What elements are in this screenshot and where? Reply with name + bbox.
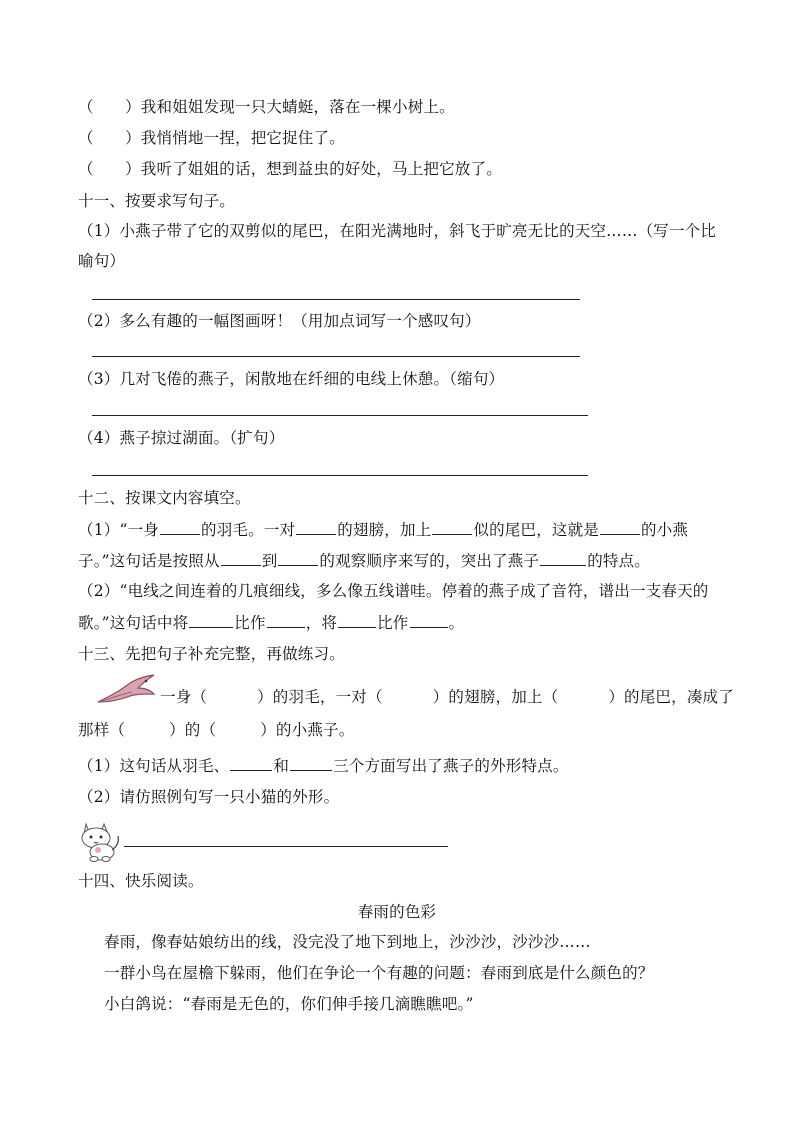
answer-line-11-2[interactable] — [92, 356, 580, 357]
section-13-heading: 十三、先把句子补充完整，再做练习。 — [78, 645, 345, 663]
q11-4: （4）燕子掠过湖面。（扩句） — [78, 429, 285, 447]
swallow-icon — [96, 672, 158, 708]
q11-3: （3）几对飞倦的燕子，闲散地在纤细的电线上休憩。（缩句） — [78, 370, 505, 388]
answer-line-11-1[interactable] — [92, 299, 580, 300]
q13-2: （2）请仿照例句写一只小猫的外形。 — [78, 788, 340, 806]
fill-blank[interactable] — [290, 754, 332, 771]
kitten-icon — [74, 818, 124, 864]
section-11-heading: 十一、按要求写句子。 — [78, 192, 236, 210]
section-12-heading: 十二、按课文内容填空。 — [78, 489, 251, 507]
q13-1: （1）这句话从羽毛、 和 三个方面写出了燕子的外形特点。 — [78, 754, 569, 777]
section-14-heading: 十四、快乐阅读。 — [78, 872, 204, 890]
answer-line-cat[interactable] — [124, 846, 448, 847]
fill-blank[interactable] — [267, 611, 305, 628]
fill-blank[interactable] — [221, 549, 261, 566]
q12-1-line-b: 子。”这句话是按照从 到 的观察顺序来写的，突出了燕子 的特点。 — [78, 549, 650, 572]
fill-blank[interactable] — [278, 549, 318, 566]
fill-blank[interactable] — [432, 518, 472, 535]
answer-line-11-3[interactable] — [92, 415, 588, 416]
reading-paragraph-1: 春雨，像春姑娘纺出的线，没完没了地下到地上，沙沙沙，沙沙沙…… — [104, 933, 591, 951]
reading-paragraph-2: 一群小鸟在屋檐下躲雨，他们在争论一个有趣的问题：春雨到底是什么颜色的？ — [104, 964, 654, 982]
reading-paragraph-3: 小白鸽说：“春雨是无色的，你们伸手接几滴瞧瞧吧。” — [104, 995, 474, 1013]
q12-2-line-b: 歌。”这句话中将 比作 ，将 比作 。 — [78, 611, 464, 634]
reading-title: 春雨的色彩 — [357, 903, 437, 921]
order-item-1: （ ）我和姐姐发现一只大蜻蜓，落在一棵小树上。 — [78, 98, 455, 116]
q13-sentence-line-a: 一身（ ）的羽毛，一对（ ）的翅膀，加上（ ）的尾巴，凑成了 — [160, 688, 734, 706]
fill-blank[interactable] — [230, 754, 272, 771]
fill-blank[interactable] — [189, 611, 233, 628]
answer-line-11-4[interactable] — [92, 475, 588, 476]
q11-1: （1）小燕子带了它的双剪似的尾巴，在阳光满地时，斜飞于旷亮无比的天空……（写一个比喻句） — [78, 222, 717, 270]
fill-blank[interactable] — [600, 518, 640, 535]
fill-blank[interactable] — [410, 611, 448, 628]
order-item-2: （ ）我悄悄地一捏，把它捉住了。 — [78, 129, 345, 147]
fill-blank[interactable] — [296, 518, 336, 535]
q12-1-line-a: （1）“一身 的羽毛。一对 的翅膀，加上 似的尾巴，这就是 的小燕 — [78, 518, 688, 541]
q11-2: （2）多么有趣的一幅图画呀！（用加点词写一个感叹句） — [78, 312, 481, 330]
fill-blank[interactable] — [338, 611, 376, 628]
q12-2-line-a: （2）“电线之间连着的几痕细线，多么像五线谱哇。停着的燕子成了音符，谱出一支春天的 — [78, 582, 709, 600]
order-item-3: （ ）我听了姐姐的话，想到益虫的好处，马上把它放了。 — [78, 160, 502, 178]
q13-sentence-line-b: 那样（ ）的（ ）的小燕子。 — [78, 721, 355, 739]
fill-blank[interactable] — [160, 518, 200, 535]
fill-blank[interactable] — [540, 549, 586, 566]
